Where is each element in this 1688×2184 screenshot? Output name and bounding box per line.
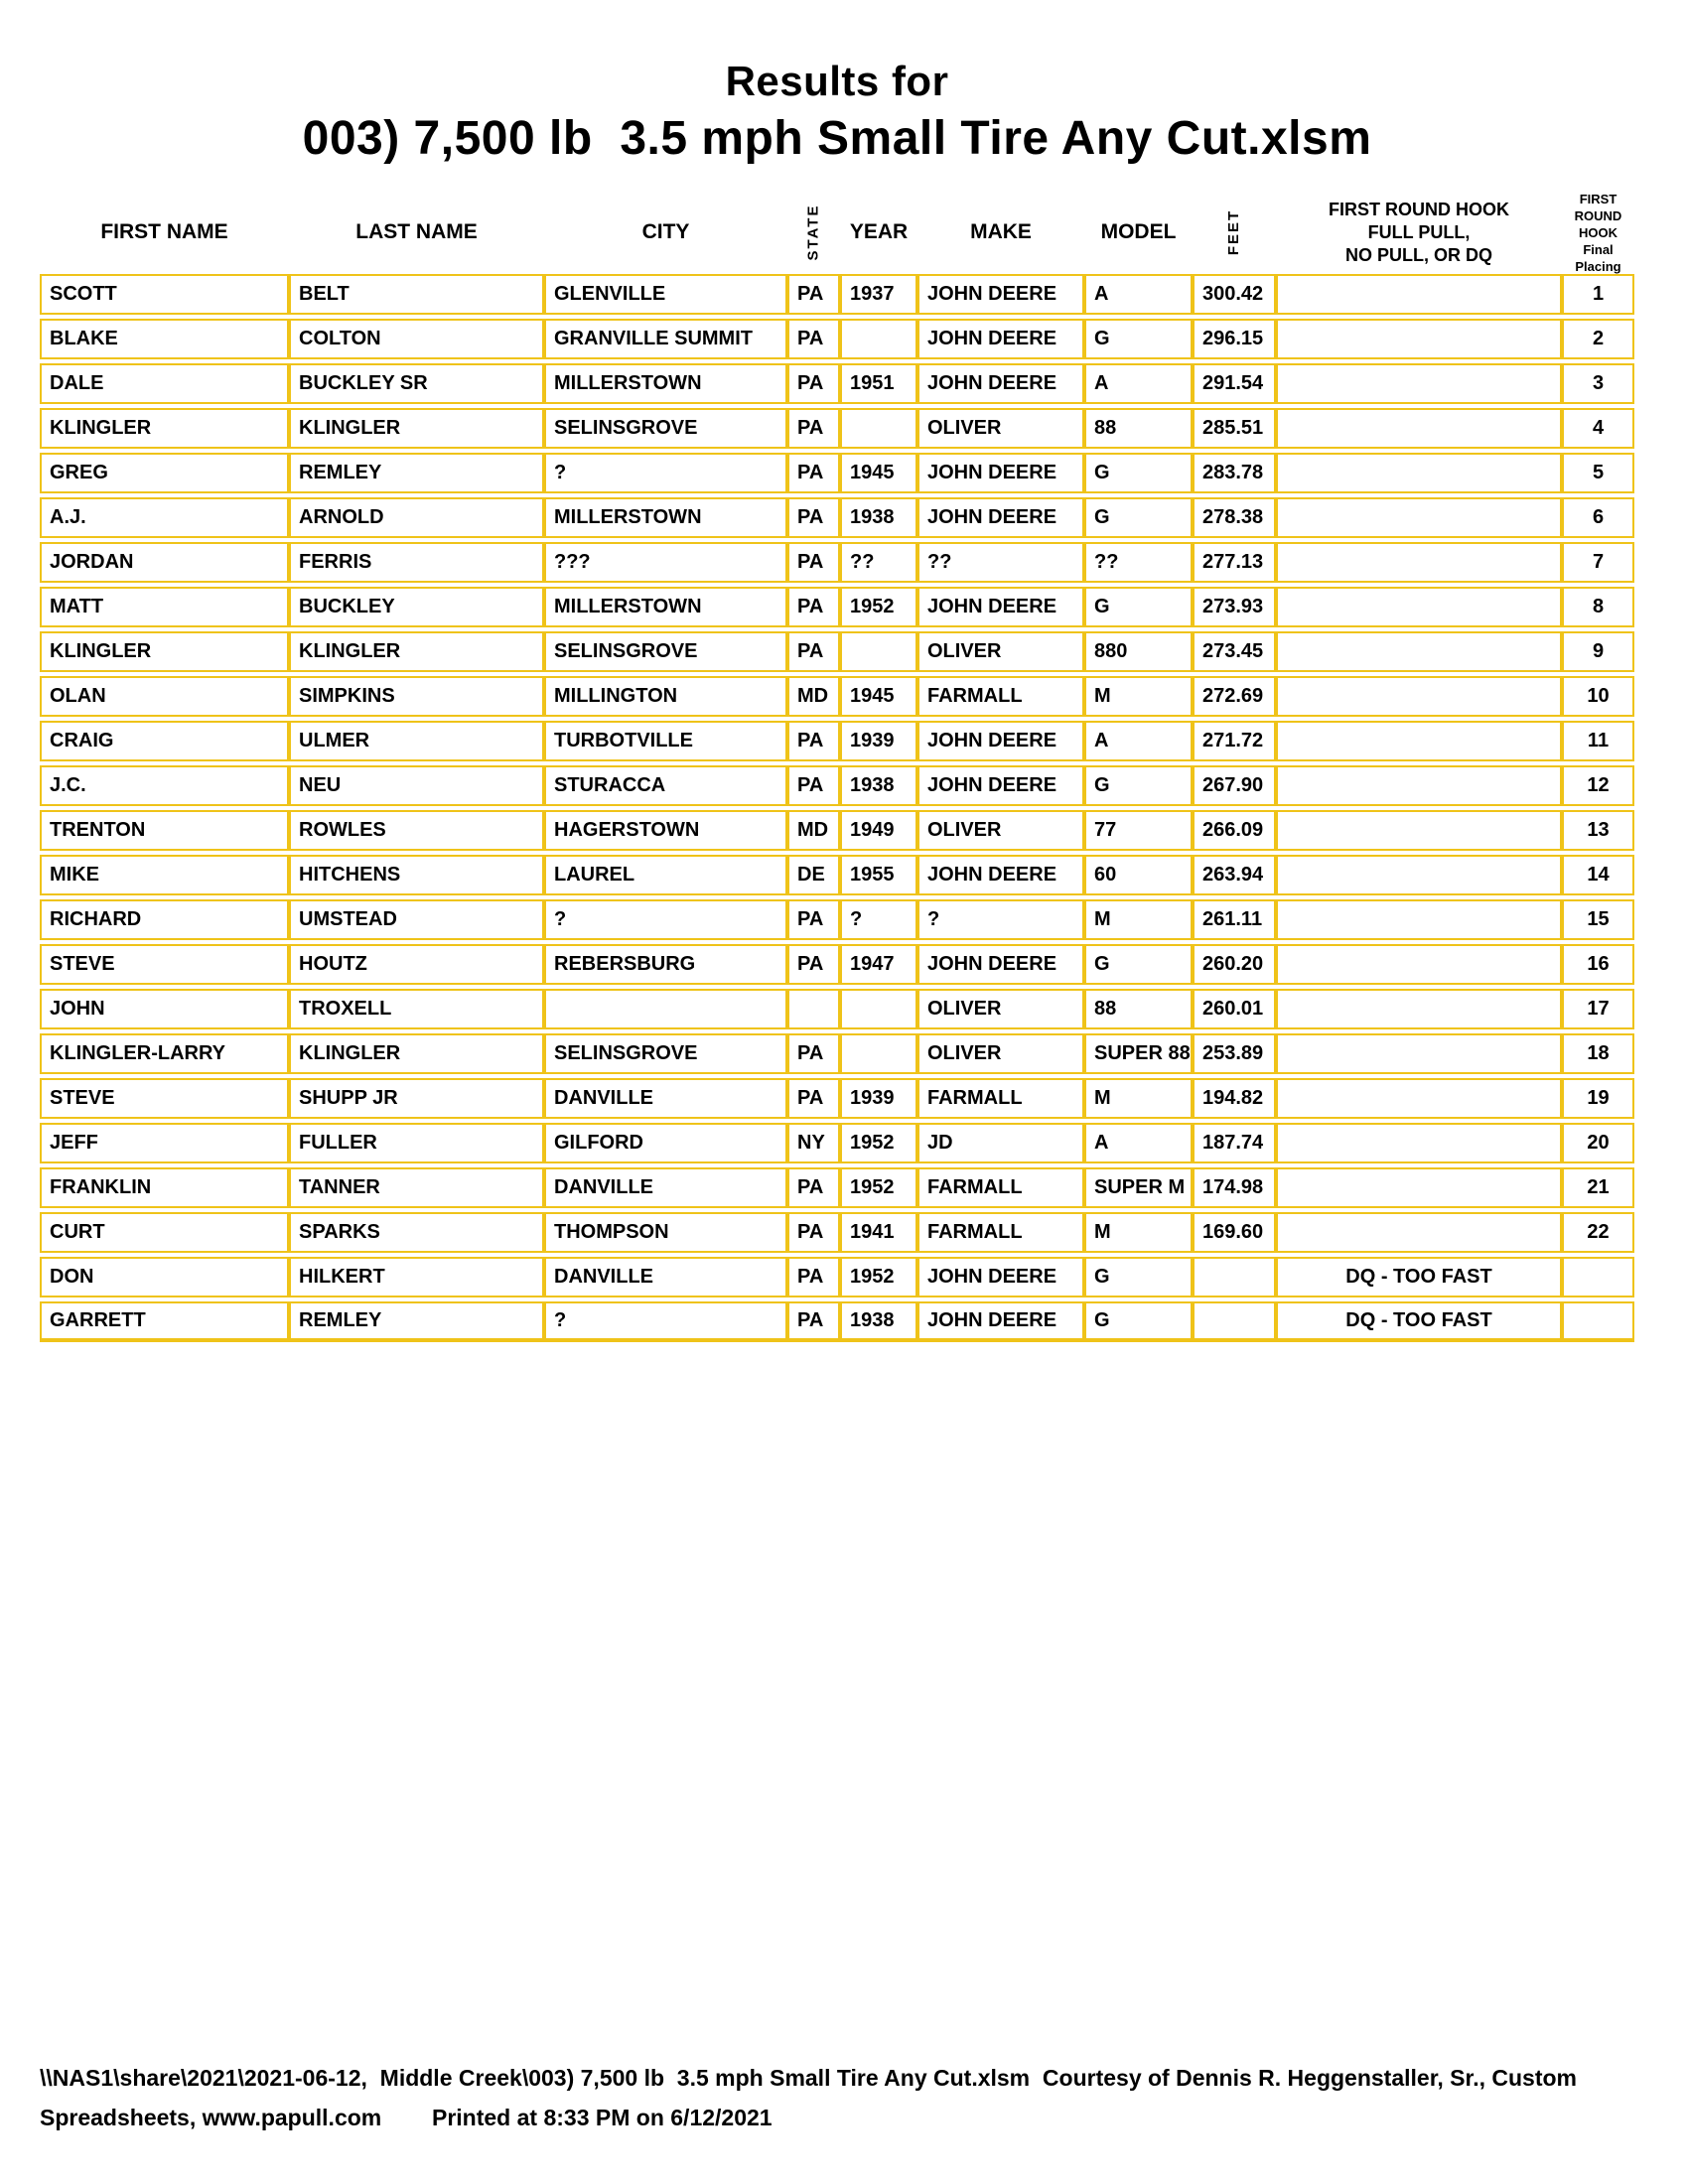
footer-print-timestamp: Printed at 8:33 PM on 6/12/2021 — [432, 2105, 773, 2130]
cell-city: SELINSGROVE — [544, 1033, 787, 1074]
cell-first-round-hook-result — [1276, 1212, 1562, 1253]
cell-city: ? — [544, 1301, 787, 1342]
cell-city: ? — [544, 453, 787, 493]
rotated-label-feet: FEET — [1225, 208, 1242, 256]
cell-first-round-hook-result — [1276, 587, 1562, 627]
cell-city: MILLERSTOWN — [544, 363, 787, 404]
cell-year: 1941 — [840, 1212, 917, 1253]
cell-state: PA — [787, 319, 840, 359]
table-row — [40, 676, 1634, 717]
cell-model: ?? — [1084, 542, 1193, 583]
column-header-year: YEAR — [849, 220, 909, 243]
cell-city: DANVILLE — [544, 1078, 787, 1119]
cell-model: G — [1084, 497, 1193, 538]
cell-city: GLENVILLE — [544, 274, 787, 315]
cell-first-round-hook-result — [1276, 1033, 1562, 1074]
cell-make: JOHN DEERE — [917, 319, 1084, 359]
cell-final-placing: 10 — [1562, 676, 1634, 717]
cell-final-placing: 9 — [1562, 631, 1634, 672]
cell-state: MD — [787, 810, 840, 851]
cell-city: MILLERSTOWN — [544, 587, 787, 627]
table-row — [40, 319, 1634, 359]
column-header-state — [787, 193, 840, 272]
cell-make: JOHN DEERE — [917, 944, 1084, 985]
cell-first-round-hook-result — [1276, 497, 1562, 538]
cell-first-round-hook-result — [1276, 721, 1562, 761]
cell-first-round-hook-result — [1276, 944, 1562, 985]
results-table — [40, 274, 1634, 1346]
cell-state: PA — [787, 1078, 840, 1119]
table-row — [40, 989, 1634, 1029]
cell-state: PA — [787, 944, 840, 985]
cell-first-round-hook-result — [1276, 989, 1562, 1029]
cell-city — [544, 989, 787, 1029]
table-row — [40, 1167, 1634, 1208]
cell-first-round-hook-result — [1276, 631, 1562, 672]
cell-model: G — [1084, 453, 1193, 493]
cell-year — [840, 1033, 917, 1074]
cell-last-name: SPARKS — [289, 1212, 544, 1253]
page-title-line1: Results for — [725, 58, 949, 104]
cell-model: A — [1084, 1123, 1193, 1163]
cell-state: PA — [787, 631, 840, 672]
cell-last-name: FULLER — [289, 1123, 544, 1163]
cell-year: ? — [840, 899, 917, 940]
cell-make: JD — [917, 1123, 1084, 1163]
cell-final-placing: 3 — [1562, 363, 1634, 404]
cell-first-name: STEVE — [40, 1078, 289, 1119]
cell-last-name: ULMER — [289, 721, 544, 761]
cell-state: PA — [787, 1257, 840, 1297]
cell-year: 1937 — [840, 274, 917, 315]
cell-model: 77 — [1084, 810, 1193, 851]
cell-year: 1938 — [840, 765, 917, 806]
cell-year: 1939 — [840, 721, 917, 761]
cell-final-placing: 19 — [1562, 1078, 1634, 1119]
cell-feet: 278.38 — [1193, 497, 1276, 538]
cell-city: SELINSGROVE — [544, 408, 787, 449]
table-row — [40, 1033, 1634, 1074]
cell-first-name: KLINGLER — [40, 631, 289, 672]
cell-first-name: CRAIG — [40, 721, 289, 761]
cell-year: 1952 — [840, 587, 917, 627]
cell-feet: 169.60 — [1193, 1212, 1276, 1253]
cell-year — [840, 989, 917, 1029]
table-row — [40, 1078, 1634, 1119]
cell-model: G — [1084, 1301, 1193, 1342]
cell-year: 1952 — [840, 1123, 917, 1163]
column-header-first-name: FIRST NAME — [100, 220, 228, 243]
table-row — [40, 408, 1634, 449]
cell-last-name: HILKERT — [289, 1257, 544, 1297]
cell-first-round-hook-result — [1276, 855, 1562, 895]
cell-year: 1938 — [840, 1301, 917, 1342]
cell-first-name: FRANKLIN — [40, 1167, 289, 1208]
cell-year: 1939 — [840, 1078, 917, 1119]
cell-first-name: SCOTT — [40, 274, 289, 315]
cell-last-name: COLTON — [289, 319, 544, 359]
cell-city: HAGERSTOWN — [544, 810, 787, 851]
table-row — [40, 363, 1634, 404]
cell-make: ? — [917, 899, 1084, 940]
cell-feet: 194.82 — [1193, 1078, 1276, 1119]
cell-model: G — [1084, 587, 1193, 627]
table-header — [40, 193, 1634, 272]
cell-final-placing: 6 — [1562, 497, 1634, 538]
cell-final-placing: 22 — [1562, 1212, 1634, 1253]
cell-model: A — [1084, 274, 1193, 315]
cell-final-placing: 5 — [1562, 453, 1634, 493]
column-header-feet — [1193, 193, 1276, 272]
table-row — [40, 274, 1634, 315]
cell-year: 1955 — [840, 855, 917, 895]
column-header-first-round-hook-result: FIRST ROUND HOOK FULL PULL, NO PULL, OR DQ — [1329, 199, 1509, 265]
cell-make: JOHN DEERE — [917, 453, 1084, 493]
cell-model: 60 — [1084, 855, 1193, 895]
cell-first-name: DON — [40, 1257, 289, 1297]
cell-last-name: HOUTZ — [289, 944, 544, 985]
cell-first-name: KLINGLER — [40, 408, 289, 449]
cell-feet: 285.51 — [1193, 408, 1276, 449]
cell-first-round-hook-result — [1276, 1078, 1562, 1119]
cell-feet: 277.13 — [1193, 542, 1276, 583]
cell-state: PA — [787, 587, 840, 627]
cell-last-name: ARNOLD — [289, 497, 544, 538]
cell-feet: 273.93 — [1193, 587, 1276, 627]
cell-feet: 283.78 — [1193, 453, 1276, 493]
cell-make: JOHN DEERE — [917, 721, 1084, 761]
cell-make: OLIVER — [917, 631, 1084, 672]
cell-model: G — [1084, 765, 1193, 806]
cell-feet: 296.15 — [1193, 319, 1276, 359]
cell-last-name: KLINGLER — [289, 631, 544, 672]
cell-feet: 267.90 — [1193, 765, 1276, 806]
cell-first-round-hook-result — [1276, 899, 1562, 940]
cell-first-name: RICHARD — [40, 899, 289, 940]
cell-state: NY — [787, 1123, 840, 1163]
cell-year: 1938 — [840, 497, 917, 538]
cell-make: JOHN DEERE — [917, 855, 1084, 895]
cell-first-name: TRENTON — [40, 810, 289, 851]
cell-model: G — [1084, 944, 1193, 985]
cell-model: A — [1084, 363, 1193, 404]
cell-final-placing: 14 — [1562, 855, 1634, 895]
cell-first-name: KLINGLER-LARRY — [40, 1033, 289, 1074]
cell-make: JOHN DEERE — [917, 363, 1084, 404]
cell-city: GILFORD — [544, 1123, 787, 1163]
cell-city: DANVILLE — [544, 1167, 787, 1208]
cell-final-placing: 16 — [1562, 944, 1634, 985]
cell-model: M — [1084, 676, 1193, 717]
cell-first-name: JOHN — [40, 989, 289, 1029]
cell-city: DANVILLE — [544, 1257, 787, 1297]
cell-city: ? — [544, 899, 787, 940]
table-row — [40, 453, 1634, 493]
cell-feet: 300.42 — [1193, 274, 1276, 315]
cell-city: SELINSGROVE — [544, 631, 787, 672]
cell-first-round-hook-result — [1276, 542, 1562, 583]
cell-year: 1947 — [840, 944, 917, 985]
cell-year: ?? — [840, 542, 917, 583]
cell-state: PA — [787, 1167, 840, 1208]
table-row — [40, 855, 1634, 895]
cell-make: JOHN DEERE — [917, 497, 1084, 538]
cell-year: 1949 — [840, 810, 917, 851]
cell-last-name: ROWLES — [289, 810, 544, 851]
table-row — [40, 899, 1634, 940]
cell-make: JOHN DEERE — [917, 274, 1084, 315]
table-row — [40, 810, 1634, 851]
cell-last-name: SIMPKINS — [289, 676, 544, 717]
cell-model: 88 — [1084, 989, 1193, 1029]
table-row — [40, 1301, 1634, 1342]
cell-first-name: GREG — [40, 453, 289, 493]
cell-feet: 272.69 — [1193, 676, 1276, 717]
page-footer — [40, 2065, 1648, 2132]
cell-feet: 253.89 — [1193, 1033, 1276, 1074]
cell-final-placing: 4 — [1562, 408, 1634, 449]
cell-city: GRANVILLE SUMMIT — [544, 319, 787, 359]
cell-state: PA — [787, 453, 840, 493]
cell-make: JOHN DEERE — [917, 587, 1084, 627]
cell-final-placing: 13 — [1562, 810, 1634, 851]
cell-last-name: UMSTEAD — [289, 899, 544, 940]
cell-make: ?? — [917, 542, 1084, 583]
cell-model: M — [1084, 1212, 1193, 1253]
cell-final-placing: 20 — [1562, 1123, 1634, 1163]
page-title-line2: 003) 7,500 lb 3.5 mph Small Tire Any Cut.xlsm — [302, 112, 1372, 165]
table-row — [40, 1123, 1634, 1163]
cell-first-round-hook-result: DQ - TOO FAST — [1276, 1301, 1562, 1342]
cell-state: PA — [787, 1212, 840, 1253]
cell-model: 880 — [1084, 631, 1193, 672]
cell-final-placing: 8 — [1562, 587, 1634, 627]
cell-first-round-hook-result — [1276, 765, 1562, 806]
cell-first-round-hook-result — [1276, 319, 1562, 359]
cell-final-placing: 12 — [1562, 765, 1634, 806]
cell-state: PA — [787, 408, 840, 449]
cell-first-name: J.C. — [40, 765, 289, 806]
cell-final-placing: 21 — [1562, 1167, 1634, 1208]
cell-last-name: BELT — [289, 274, 544, 315]
cell-model: SUPER M — [1084, 1167, 1193, 1208]
table-row — [40, 1212, 1634, 1253]
cell-first-name: JORDAN — [40, 542, 289, 583]
cell-make: FARMALL — [917, 1212, 1084, 1253]
column-header-final-placing: FIRST ROUND HOOK Final Placing — [1574, 191, 1622, 274]
cell-first-round-hook-result — [1276, 408, 1562, 449]
cell-first-round-hook-result — [1276, 676, 1562, 717]
cell-feet: 271.72 — [1193, 721, 1276, 761]
cell-first-round-hook-result: DQ - TOO FAST — [1276, 1257, 1562, 1297]
cell-final-placing: 15 — [1562, 899, 1634, 940]
rotated-label-state: STATE — [804, 204, 822, 261]
cell-first-round-hook-result — [1276, 274, 1562, 315]
cell-make: JOHN DEERE — [917, 1301, 1084, 1342]
cell-model: M — [1084, 899, 1193, 940]
cell-make: JOHN DEERE — [917, 1257, 1084, 1297]
cell-year: 1945 — [840, 676, 917, 717]
cell-final-placing: 17 — [1562, 989, 1634, 1029]
cell-last-name: HITCHENS — [289, 855, 544, 895]
cell-make: FARMALL — [917, 1078, 1084, 1119]
cell-feet: 266.09 — [1193, 810, 1276, 851]
cell-make: OLIVER — [917, 989, 1084, 1029]
cell-city: THOMPSON — [544, 1212, 787, 1253]
cell-make: FARMALL — [917, 676, 1084, 717]
cell-model: G — [1084, 1257, 1193, 1297]
cell-final-placing: 11 — [1562, 721, 1634, 761]
cell-make: OLIVER — [917, 408, 1084, 449]
cell-last-name: TANNER — [289, 1167, 544, 1208]
cell-feet: 260.01 — [1193, 989, 1276, 1029]
cell-last-name: TROXELL — [289, 989, 544, 1029]
cell-first-round-hook-result — [1276, 363, 1562, 404]
cell-year — [840, 319, 917, 359]
footer-file-path: \\NAS1\share\2021\2021-06-12, Middle Creek\003) 7,500 lb 3.5 mph Small Tire Any Cut.xlsm Courtesy of Dennis R. Heggenstaller, Sr., Custom — [40, 2065, 1577, 2091]
cell-first-round-hook-result — [1276, 453, 1562, 493]
cell-feet — [1193, 1257, 1276, 1297]
column-header-model: MODEL — [1100, 220, 1177, 243]
cell-state: PA — [787, 721, 840, 761]
cell-last-name: KLINGLER — [289, 1033, 544, 1074]
cell-last-name: SHUPP JR — [289, 1078, 544, 1119]
cell-make: FARMALL — [917, 1167, 1084, 1208]
table-row — [40, 497, 1634, 538]
cell-make: OLIVER — [917, 810, 1084, 851]
cell-feet: 263.94 — [1193, 855, 1276, 895]
cell-state: PA — [787, 1301, 840, 1342]
cell-last-name: NEU — [289, 765, 544, 806]
cell-first-name: MATT — [40, 587, 289, 627]
cell-city: STURACCA — [544, 765, 787, 806]
table-row — [40, 631, 1634, 672]
cell-state: PA — [787, 765, 840, 806]
cell-first-name: BLAKE — [40, 319, 289, 359]
cell-make: OLIVER — [917, 1033, 1084, 1074]
cell-last-name: REMLEY — [289, 453, 544, 493]
cell-state: PA — [787, 274, 840, 315]
cell-state: PA — [787, 497, 840, 538]
cell-feet: 261.11 — [1193, 899, 1276, 940]
cell-first-name: DALE — [40, 363, 289, 404]
cell-first-name: MIKE — [40, 855, 289, 895]
cell-year: 1952 — [840, 1257, 917, 1297]
cell-final-placing — [1562, 1301, 1634, 1342]
cell-final-placing: 2 — [1562, 319, 1634, 359]
table-row — [40, 1257, 1634, 1297]
cell-year: 1952 — [840, 1167, 917, 1208]
cell-city: MILLERSTOWN — [544, 497, 787, 538]
cell-feet: 187.74 — [1193, 1123, 1276, 1163]
cell-state: PA — [787, 899, 840, 940]
cell-last-name: BUCKLEY — [289, 587, 544, 627]
cell-year — [840, 631, 917, 672]
cell-first-round-hook-result — [1276, 1123, 1562, 1163]
cell-city: LAUREL — [544, 855, 787, 895]
footer-line2 — [40, 2105, 1648, 2132]
column-header-city: CITY — [641, 220, 690, 243]
cell-year: 1945 — [840, 453, 917, 493]
table-row — [40, 944, 1634, 985]
cell-first-round-hook-result — [1276, 1167, 1562, 1208]
table-row — [40, 587, 1634, 627]
cell-last-name: FERRIS — [289, 542, 544, 583]
cell-first-round-hook-result — [1276, 810, 1562, 851]
cell-model: 88 — [1084, 408, 1193, 449]
cell-state — [787, 989, 840, 1029]
cell-last-name: KLINGLER — [289, 408, 544, 449]
cell-state: DE — [787, 855, 840, 895]
table-row — [40, 765, 1634, 806]
cell-year — [840, 408, 917, 449]
cell-last-name: REMLEY — [289, 1301, 544, 1342]
cell-feet — [1193, 1301, 1276, 1342]
cell-first-name: GARRETT — [40, 1301, 289, 1342]
cell-feet: 291.54 — [1193, 363, 1276, 404]
cell-state: PA — [787, 542, 840, 583]
cell-city: ??? — [544, 542, 787, 583]
cell-last-name: BUCKLEY SR — [289, 363, 544, 404]
column-header-last-name: LAST NAME — [355, 220, 478, 243]
footer-website: Spreadsheets, www.papull.com — [40, 2105, 382, 2130]
cell-feet: 174.98 — [1193, 1167, 1276, 1208]
cell-make: JOHN DEERE — [917, 765, 1084, 806]
cell-city: MILLINGTON — [544, 676, 787, 717]
cell-model: M — [1084, 1078, 1193, 1119]
cell-year: 1951 — [840, 363, 917, 404]
cell-first-name: STEVE — [40, 944, 289, 985]
cell-state: MD — [787, 676, 840, 717]
cell-city: REBERSBURG — [544, 944, 787, 985]
cell-first-name: CURT — [40, 1212, 289, 1253]
cell-state: PA — [787, 1033, 840, 1074]
cell-final-placing — [1562, 1257, 1634, 1297]
cell-model: A — [1084, 721, 1193, 761]
cell-final-placing: 18 — [1562, 1033, 1634, 1074]
cell-state: PA — [787, 363, 840, 404]
table-row — [40, 542, 1634, 583]
cell-first-name: JEFF — [40, 1123, 289, 1163]
cell-model: SUPER 88 — [1084, 1033, 1193, 1074]
cell-feet: 260.20 — [1193, 944, 1276, 985]
table-row — [40, 721, 1634, 761]
cell-city: TURBOTVILLE — [544, 721, 787, 761]
column-header-make: MAKE — [970, 220, 1032, 243]
cell-first-name: OLAN — [40, 676, 289, 717]
cell-final-placing: 7 — [1562, 542, 1634, 583]
cell-first-name: A.J. — [40, 497, 289, 538]
cell-final-placing: 1 — [1562, 274, 1634, 315]
cell-feet: 273.45 — [1193, 631, 1276, 672]
cell-model: G — [1084, 319, 1193, 359]
